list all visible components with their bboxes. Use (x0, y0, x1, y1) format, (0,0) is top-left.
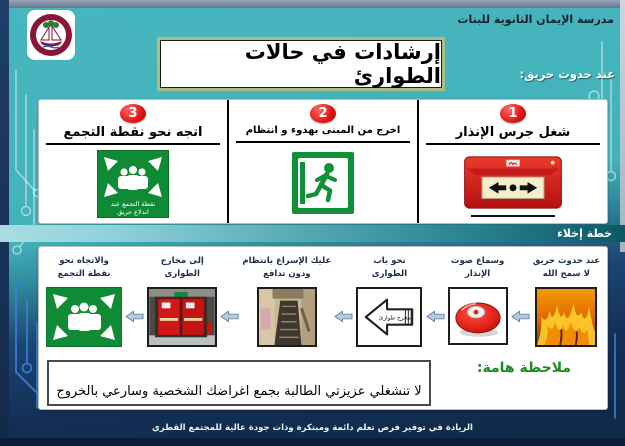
school-ministry-logo-icon (27, 10, 75, 60)
fire-section-heading: عند حدوث حريق: (519, 67, 615, 81)
school-name: مدرسة الإيمان الثانوية للبنات (457, 13, 614, 26)
caption-line: الإنذار (465, 269, 491, 279)
evacuation-step-5 (147, 252, 217, 347)
caption-line: ودون تدافع (263, 269, 311, 279)
fire-step-1-label: شغل جرس الإنذار (426, 124, 601, 145)
evacuation-plan-heading: خطة إخلاء (557, 227, 612, 240)
fire-steps-panel (38, 99, 608, 224)
caption-line: لا سمح الله (542, 269, 590, 279)
caption-line: إلى مخارج (160, 255, 204, 266)
assembly-point-icon (46, 287, 122, 347)
evacuation-step-1 (533, 252, 600, 347)
flow-arrow-left-icon (426, 310, 445, 323)
stairs-icon (259, 289, 315, 345)
slide-title (160, 40, 442, 88)
divider-line (471, 215, 555, 217)
fire-step-3-label: اتجه نحو نقطة التجمع (46, 124, 221, 145)
caption-line: والاتجاه نحو (59, 255, 109, 266)
caption-line: عند حدوث حريق (532, 255, 600, 266)
fire-step-2 (227, 100, 417, 223)
flow-arrow-left-icon (220, 310, 239, 323)
assembly-point-icon (97, 150, 169, 218)
evacuation-step-2 (448, 252, 508, 345)
svg-text:اندلاع حريق: اندلاع حريق (117, 208, 149, 216)
flow-arrow-left-icon (334, 310, 353, 323)
fire-step-1 (417, 100, 607, 223)
caption-line: الطوارى (164, 269, 200, 279)
caption-line: نقطة التجمع (57, 269, 111, 279)
evacuation-flow-row (46, 252, 600, 358)
fire-step-2-label: اخرج من المبنى بهدوء و انتظام (236, 124, 411, 143)
flow-arrow-left-icon (511, 310, 530, 323)
caption-line: نحو باب (373, 255, 406, 266)
red-exit-doors-icon (149, 289, 215, 345)
slide-title-text: إرشادات في حالات الطوارئ (244, 40, 441, 88)
step-number-badge: 2 (310, 104, 336, 123)
emergency-exit-running-man-icon (292, 152, 354, 214)
flow-arrow-left-icon (125, 310, 144, 323)
svg-text:مخرج طوارئ: مخرج طوارئ (379, 315, 412, 322)
important-note-heading: ملاحظة هامة: (476, 360, 571, 376)
bottom-edge-strip (0, 438, 625, 446)
step-number-badge: 3 (120, 104, 146, 123)
important-note-box (47, 360, 431, 406)
caption-line: الطوارى (371, 269, 408, 279)
evacuation-step-3 (356, 252, 422, 347)
fire-alarm-call-point-icon (461, 152, 565, 212)
step-number-badge: 1 (500, 104, 526, 123)
left-edge-strip (0, 0, 9, 446)
emergency-exit-arrow-sign-icon (358, 289, 420, 345)
right-edge-strip (620, 0, 625, 252)
svg-text:نقطة التجمع عند: نقطة التجمع عند (110, 200, 156, 208)
caption-line: عليك الإسراع بانتظام (242, 255, 332, 266)
important-note-text: لا تنشغلي عزيزتي الطالبة بجمع اغراضك الشخصية وسارعي بالخروج (56, 384, 422, 399)
alarm-bell-icon (450, 289, 506, 343)
fire-flames-icon (537, 289, 595, 345)
caption-line: وسماع صوت (450, 255, 505, 266)
fire-step-3 (39, 100, 227, 223)
evacuation-step-6 (46, 252, 122, 347)
evacuation-plan-panel (38, 246, 608, 410)
evacuation-plan-heading-strip (0, 225, 625, 242)
top-edge-strip (0, 0, 625, 8)
footer-motto: الريادة في توفير فرص تعلم دائمة ومبتكرة وذات جودة عالية للمجتمع القطري (152, 423, 473, 433)
evacuation-step-4 (242, 252, 331, 347)
